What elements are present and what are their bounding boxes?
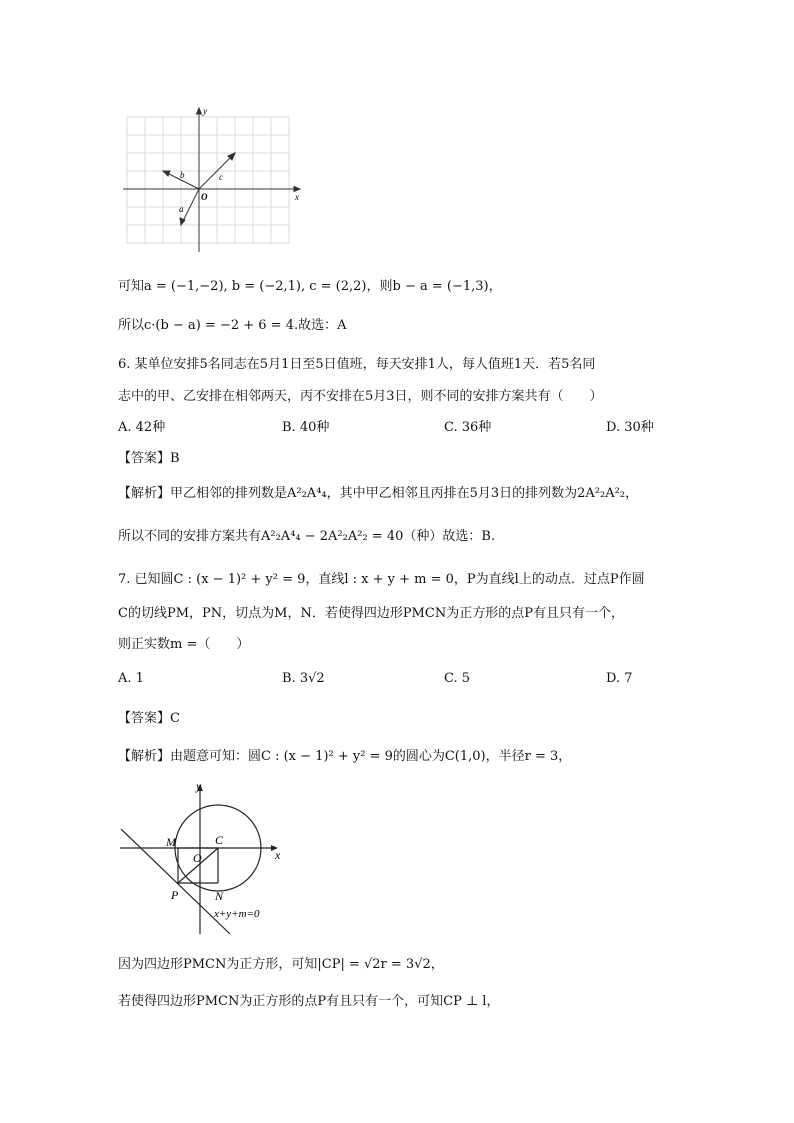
c-label: C: [215, 833, 224, 847]
vector-a: [182, 189, 199, 223]
q7-option-d: D. 7: [606, 671, 633, 686]
origin-label: O: [201, 192, 208, 202]
vector-c: [199, 155, 233, 189]
q6-analysis-1: 【解析】甲乙相邻的排列数是A²₂A⁴₄，其中甲乙相邻且丙排在5月3日的排列数为2A²₂A²₂，: [118, 486, 639, 501]
vector-c-label: c: [219, 172, 223, 182]
q7-stem-2: C的切线PM，PN，切点为M，N．若使得四边形PMCN为正方形的点P有且只有一个，: [118, 606, 624, 621]
text-line-1: 可知a = (−1,−2), b = (−2,1), c = (2,2)，则b − a = (−1,3)，: [118, 279, 502, 294]
y-axis-label: y: [196, 779, 202, 793]
vector-grid-figure: [118, 102, 308, 254]
q6-analysis-2: 所以不同的安排方案共有A²₂A⁴₄ − 2A²₂A²₂ = 40（种）故选：B.: [118, 529, 496, 544]
q6-option-c: C. 36种: [444, 420, 492, 435]
vector-b-label: b: [180, 170, 185, 180]
q6-option-d: D. 30种: [606, 420, 654, 435]
q7-answer: 【答案】C: [118, 711, 180, 726]
q6-answer: 【答案】B: [118, 451, 180, 466]
q7-analysis-1: 【解析】由题意可知：圆C : (x − 1)² + y² = 9的圆心为C(1,0)，半径r = 3，: [118, 749, 572, 764]
q7-stem-3: 则正实数m =（ ）: [118, 637, 250, 652]
q6-option-b: B. 40种: [282, 420, 330, 435]
y-axis-label: y: [203, 106, 207, 116]
q7-stem-1: 7. 已知圆C : (x − 1)² + y² = 9，直线l : x + y + m = 0，P为直线l上的动点．过点P作圆: [118, 572, 645, 587]
q7-option-b: B. 3√2: [282, 671, 325, 686]
n-label: N: [215, 889, 224, 903]
q7-analysis-2: 因为四边形PMCN为正方形，可知|CP| = √2r = 3√2，: [118, 957, 444, 972]
circle-tangent-figure: [118, 778, 298, 936]
q6-stem-1: 6. 某单位安排5名同志在5月1日至5日值班，每天安排1人，每人值班1天．若5名同: [118, 357, 596, 372]
q6-option-a: A. 42种: [118, 420, 166, 435]
m-label: M: [166, 835, 176, 849]
vector-a-label: a: [179, 204, 184, 214]
text-line-2: 所以c·(b − a) = −2 + 6 = 4.故选：A: [118, 318, 347, 333]
line-l-label: x+y+m=0: [214, 908, 260, 920]
q7-analysis-3: 若使得四边形PMCN为正方形的点P有且只有一个，可知CP ⊥ l，: [118, 994, 500, 1009]
q7-option-c: C. 5: [444, 671, 471, 686]
p-label: P: [171, 888, 179, 902]
q7-option-a: A. 1: [118, 671, 144, 686]
x-axis-label: x: [295, 192, 299, 202]
o-label: O: [193, 851, 202, 865]
x-axis-label: x: [275, 848, 281, 862]
q6-stem-2: 志中的甲、乙安排在相邻两天，丙不安排在5月3日，则不同的安排方案共有（ ）: [118, 389, 603, 404]
